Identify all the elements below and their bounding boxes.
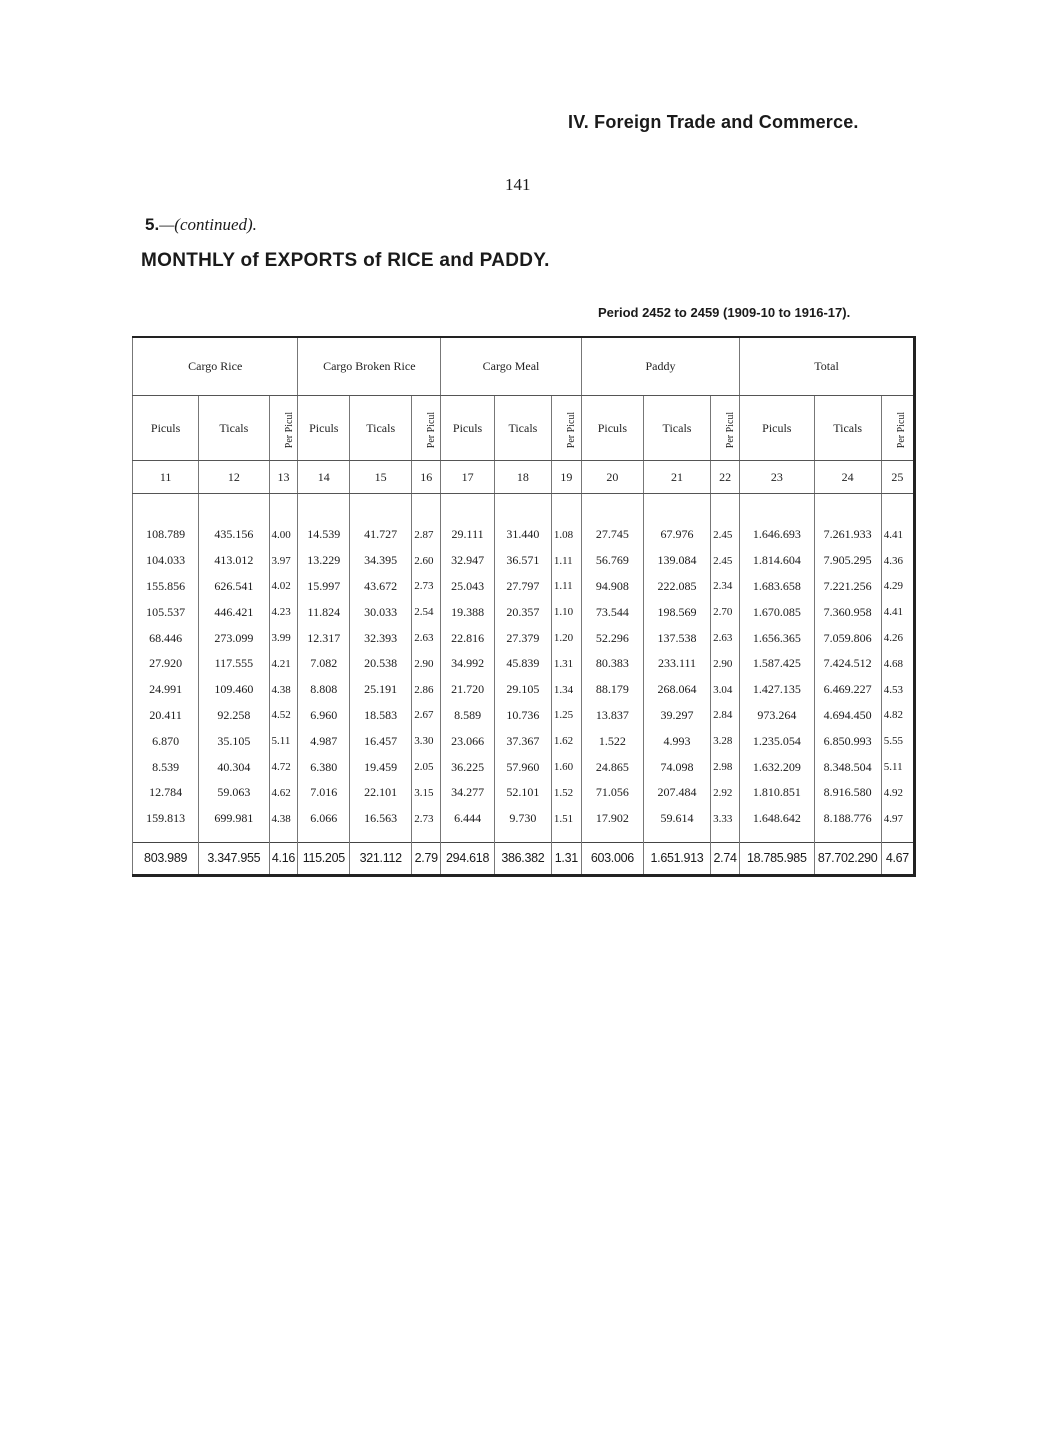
group-header: Cargo Meal: [441, 337, 582, 396]
table-cell: 4.36: [881, 548, 914, 574]
continued-text: —(continued).: [159, 215, 257, 234]
table-cell: 20.538: [350, 651, 412, 677]
table-cell: 22.816: [441, 625, 495, 651]
table-cell: 4.92: [881, 780, 914, 806]
table-row: [133, 728, 915, 754]
table-cell: 24.865: [581, 754, 643, 780]
column-number: 16: [412, 461, 441, 494]
table-cell: 12.317: [298, 625, 350, 651]
table-cell: 4.38: [269, 806, 298, 832]
table-cell: 1.11: [551, 574, 581, 600]
table-row: [133, 522, 915, 548]
table-cell: 29.105: [494, 677, 551, 703]
table-cell: 92.258: [199, 703, 269, 729]
table-cell: 67.976: [643, 522, 710, 548]
table-cell: 4.72: [269, 754, 298, 780]
table-cell: 16.457: [350, 728, 412, 754]
table-cell: 59.614: [643, 806, 710, 832]
table-cell: 94.908: [581, 574, 643, 600]
table-cell: 56.769: [581, 548, 643, 574]
table-row: [133, 677, 915, 703]
table-cell: 32.393: [350, 625, 412, 651]
table-cell: 11.824: [298, 599, 350, 625]
table-cell: 7.905.295: [814, 548, 881, 574]
table-cell: 40.304: [199, 754, 269, 780]
table-cell: 8.348.504: [814, 754, 881, 780]
column-number: 22: [711, 461, 740, 494]
table-cell: 41.727: [350, 522, 412, 548]
table-cell: 7.261.933: [814, 522, 881, 548]
table-cell: 10.736: [494, 703, 551, 729]
table-cell: 6.960: [298, 703, 350, 729]
table-cell: 3.33: [711, 806, 740, 832]
per-picul-label: Per Picul: [566, 411, 578, 448]
table-cell: 35.105: [199, 728, 269, 754]
table-cell: 7.059.806: [814, 625, 881, 651]
table-cell: 4.21: [269, 651, 298, 677]
table-cell: 2.63: [711, 625, 740, 651]
column-number: 13: [269, 461, 298, 494]
table-cell: 1.52: [551, 780, 581, 806]
table-cell: 4.38: [269, 677, 298, 703]
table-cell: 27.797: [494, 574, 551, 600]
table-cell: 1.20: [551, 625, 581, 651]
table-cell: 2.60: [412, 548, 441, 574]
table-cell: 4.82: [881, 703, 914, 729]
table-cell: 1.814.604: [740, 548, 814, 574]
table-cell: 1.587.425: [740, 651, 814, 677]
unit-header: [711, 396, 740, 461]
table-cell: 36.225: [441, 754, 495, 780]
table-cell: 24.991: [133, 677, 199, 703]
total-cell: 18.785.985: [740, 842, 814, 875]
table-cell: 2.98: [711, 754, 740, 780]
table-cell: 4.694.450: [814, 703, 881, 729]
table-row: [133, 703, 915, 729]
table-cell: 74.098: [643, 754, 710, 780]
table-cell: 2.92: [711, 780, 740, 806]
total-cell: 4.16: [269, 842, 298, 875]
unit-header: Ticals: [199, 396, 269, 461]
table-cell: 273.099: [199, 625, 269, 651]
table-cell: 27.745: [581, 522, 643, 548]
spacer-row: [133, 832, 915, 843]
group-header: Cargo Rice: [133, 337, 298, 396]
unit-header: Ticals: [643, 396, 710, 461]
spacer-row: [133, 494, 915, 523]
total-cell: 294.618: [441, 842, 495, 875]
table-cell: 446.421: [199, 599, 269, 625]
table-cell: 36.571: [494, 548, 551, 574]
table-cell: 4.62: [269, 780, 298, 806]
column-number: 23: [740, 461, 814, 494]
table-cell: 1.810.851: [740, 780, 814, 806]
table-cell: 43.672: [350, 574, 412, 600]
total-cell: 115.205: [298, 842, 350, 875]
per-picul-label: Per Picul: [725, 411, 737, 448]
table-cell: 4.29: [881, 574, 914, 600]
unit-header: [269, 396, 298, 461]
per-picul-label: Per Picul: [426, 411, 438, 448]
table-cell: 3.15: [412, 780, 441, 806]
unit-header-row: [133, 396, 915, 461]
table-cell: 6.066: [298, 806, 350, 832]
table-cell: 155.856: [133, 574, 199, 600]
section-title: IV. Foreign Trade and Commerce.: [568, 112, 859, 132]
total-cell: 1.651.913: [643, 842, 710, 875]
total-cell: 2.74: [711, 842, 740, 875]
table-cell: 22.101: [350, 780, 412, 806]
table-cell: 52.296: [581, 625, 643, 651]
total-cell: 1.31: [551, 842, 581, 875]
table-cell: 2.34: [711, 574, 740, 600]
table-cell: 8.589: [441, 703, 495, 729]
total-cell: 2.79: [412, 842, 441, 875]
column-number: 12: [199, 461, 269, 494]
table-cell: 7.360.958: [814, 599, 881, 625]
table-cell: 7.424.512: [814, 651, 881, 677]
table-cell: 1.08: [551, 522, 581, 548]
table-cell: 31.440: [494, 522, 551, 548]
exports-table: [132, 336, 916, 877]
table-cell: 25.191: [350, 677, 412, 703]
table-cell: 6.469.227: [814, 677, 881, 703]
table-cell: 198.569: [643, 599, 710, 625]
table-cell: 30.033: [350, 599, 412, 625]
table-cell: 4.987: [298, 728, 350, 754]
table-cell: 7.082: [298, 651, 350, 677]
total-cell: 803.989: [133, 842, 199, 875]
table-cell: 1.683.658: [740, 574, 814, 600]
table-cell: 27.920: [133, 651, 199, 677]
table-cell: 139.084: [643, 548, 710, 574]
table-cell: 13.229: [298, 548, 350, 574]
column-number: 21: [643, 461, 710, 494]
table-cell: 3.97: [269, 548, 298, 574]
unit-header: [551, 396, 581, 461]
table-cell: 13.837: [581, 703, 643, 729]
table-cell: 1.11: [551, 548, 581, 574]
table-cell: 39.297: [643, 703, 710, 729]
total-cell: 321.112: [350, 842, 412, 875]
table-cell: 4.993: [643, 728, 710, 754]
table-cell: 2.45: [711, 522, 740, 548]
table-cell: 2.70: [711, 599, 740, 625]
table-body: [133, 494, 915, 876]
group-header: Total: [740, 337, 915, 396]
table-cell: 5.11: [881, 754, 914, 780]
table-cell: 4.26: [881, 625, 914, 651]
page-number: 141: [505, 175, 531, 194]
totals-row: [133, 842, 915, 875]
table-cell: 18.583: [350, 703, 412, 729]
table-cell: 1.427.135: [740, 677, 814, 703]
table-cell: 2.73: [412, 806, 441, 832]
table-cell: 88.179: [581, 677, 643, 703]
table-cell: 222.085: [643, 574, 710, 600]
table-cell: 1.62: [551, 728, 581, 754]
table-cell: 435.156: [199, 522, 269, 548]
table-cell: 57.960: [494, 754, 551, 780]
column-number: 17: [441, 461, 495, 494]
table-cell: 25.043: [441, 574, 495, 600]
period-label: Period 2452 to 2459 (1909-10 to 1916-17).: [598, 305, 851, 320]
table-row: [133, 548, 915, 574]
column-number: 20: [581, 461, 643, 494]
column-number: 15: [350, 461, 412, 494]
table-cell: 23.066: [441, 728, 495, 754]
unit-header: Piculs: [740, 396, 814, 461]
table-cell: 2.86: [412, 677, 441, 703]
per-picul-label: Per Picul: [895, 411, 907, 448]
table-cell: 1.51: [551, 806, 581, 832]
group-header: Paddy: [581, 337, 739, 396]
group-header: Cargo Broken Rice: [298, 337, 441, 396]
table-cell: 2.84: [711, 703, 740, 729]
table-cell: 268.064: [643, 677, 710, 703]
table-cell: 4.97: [881, 806, 914, 832]
table-cell: 1.646.693: [740, 522, 814, 548]
table-cell: 4.68: [881, 651, 914, 677]
table-cell: 699.981: [199, 806, 269, 832]
unit-header: Ticals: [350, 396, 412, 461]
table-cell: 71.056: [581, 780, 643, 806]
table-cell: 8.916.580: [814, 780, 881, 806]
table-cell: 34.395: [350, 548, 412, 574]
table-cell: 6.444: [441, 806, 495, 832]
table-cell: 1.10: [551, 599, 581, 625]
table-cell: 1.648.642: [740, 806, 814, 832]
table-cell: 3.99: [269, 625, 298, 651]
table-cell: 2.87: [412, 522, 441, 548]
table-cell: 29.111: [441, 522, 495, 548]
table-cell: 5.55: [881, 728, 914, 754]
table-cell: 973.264: [740, 703, 814, 729]
column-number: 14: [298, 461, 350, 494]
table-cell: 233.111: [643, 651, 710, 677]
unit-header: [881, 396, 914, 461]
column-number: 25: [881, 461, 914, 494]
table-row: [133, 780, 915, 806]
table-cell: 1.656.365: [740, 625, 814, 651]
unit-header: Piculs: [441, 396, 495, 461]
table-cell: 626.541: [199, 574, 269, 600]
table-cell: 1.632.209: [740, 754, 814, 780]
table-cell: 3.30: [412, 728, 441, 754]
table-cell: 108.789: [133, 522, 199, 548]
table-cell: 109.460: [199, 677, 269, 703]
table-cell: 2.54: [412, 599, 441, 625]
table-cell: 1.670.085: [740, 599, 814, 625]
table-cell: 7.016: [298, 780, 350, 806]
table-row: [133, 625, 915, 651]
total-cell: 87.702.290: [814, 842, 881, 875]
table-cell: 105.537: [133, 599, 199, 625]
table-cell: 7.221.256: [814, 574, 881, 600]
table-cell: 45.839: [494, 651, 551, 677]
table-cell: 20.411: [133, 703, 199, 729]
table-number: 5.: [145, 215, 160, 234]
table-cell: 137.538: [643, 625, 710, 651]
table-cell: 6.380: [298, 754, 350, 780]
unit-header: Ticals: [494, 396, 551, 461]
table-cell: 4.52: [269, 703, 298, 729]
table-cell: 52.101: [494, 780, 551, 806]
column-number: 19: [551, 461, 581, 494]
table-cell: 8.539: [133, 754, 199, 780]
group-header-row: [133, 337, 915, 396]
table-cell: 80.383: [581, 651, 643, 677]
main-title: MONTHLY of EXPORTS of RICE and PADDY.: [141, 250, 550, 271]
table-cell: 2.73: [412, 574, 441, 600]
table-cell: 6.870: [133, 728, 199, 754]
table-cell: 37.367: [494, 728, 551, 754]
table-cell: 17.902: [581, 806, 643, 832]
table-cell: 3.04: [711, 677, 740, 703]
table-cell: 1.522: [581, 728, 643, 754]
unit-header: Piculs: [133, 396, 199, 461]
table-cell: 4.53: [881, 677, 914, 703]
continued-label: [145, 215, 257, 235]
table-cell: 2.45: [711, 548, 740, 574]
total-cell: 386.382: [494, 842, 551, 875]
per-picul-label: Per Picul: [283, 411, 295, 448]
total-cell: 603.006: [581, 842, 643, 875]
table-cell: 8.808: [298, 677, 350, 703]
table-row: [133, 806, 915, 832]
table-cell: 34.992: [441, 651, 495, 677]
table-cell: 73.544: [581, 599, 643, 625]
table-cell: 27.379: [494, 625, 551, 651]
table-cell: 4.02: [269, 574, 298, 600]
table-cell: 104.033: [133, 548, 199, 574]
table-row: [133, 651, 915, 677]
table-cell: 1.34: [551, 677, 581, 703]
table-cell: 2.90: [412, 651, 441, 677]
table-cell: 1.235.054: [740, 728, 814, 754]
table-cell: 16.563: [350, 806, 412, 832]
table-cell: 19.459: [350, 754, 412, 780]
column-number-row: [133, 461, 915, 494]
table-cell: 2.90: [711, 651, 740, 677]
table-cell: 21.720: [441, 677, 495, 703]
table-cell: 9.730: [494, 806, 551, 832]
unit-header: Piculs: [298, 396, 350, 461]
table-cell: 12.784: [133, 780, 199, 806]
table-cell: 2.63: [412, 625, 441, 651]
table-cell: 2.05: [412, 754, 441, 780]
table-cell: 59.063: [199, 780, 269, 806]
table-cell: 159.813: [133, 806, 199, 832]
column-number: 11: [133, 461, 199, 494]
table-cell: 20.357: [494, 599, 551, 625]
table-cell: 413.012: [199, 548, 269, 574]
table-cell: 5.11: [269, 728, 298, 754]
table-cell: 4.41: [881, 599, 914, 625]
column-number: 24: [814, 461, 881, 494]
table-row: [133, 574, 915, 600]
table-cell: 1.60: [551, 754, 581, 780]
table-cell: 8.188.776: [814, 806, 881, 832]
total-cell: 4.67: [881, 842, 914, 875]
table-cell: 32.947: [441, 548, 495, 574]
table-cell: 4.41: [881, 522, 914, 548]
table-cell: 15.997: [298, 574, 350, 600]
table-cell: 1.31: [551, 651, 581, 677]
table-row: [133, 599, 915, 625]
table-cell: 14.539: [298, 522, 350, 548]
table-cell: 19.388: [441, 599, 495, 625]
table-cell: 2.67: [412, 703, 441, 729]
table-cell: 117.555: [199, 651, 269, 677]
table-cell: 207.484: [643, 780, 710, 806]
table-cell: 3.28: [711, 728, 740, 754]
column-number: 18: [494, 461, 551, 494]
table-cell: 1.25: [551, 703, 581, 729]
table-cell: 4.23: [269, 599, 298, 625]
table-cell: 68.446: [133, 625, 199, 651]
table-cell: 4.00: [269, 522, 298, 548]
unit-header: Piculs: [581, 396, 643, 461]
unit-header: Ticals: [814, 396, 881, 461]
unit-header: [412, 396, 441, 461]
table-cell: 6.850.993: [814, 728, 881, 754]
table-cell: 34.277: [441, 780, 495, 806]
table-row: [133, 754, 915, 780]
total-cell: 3.347.955: [199, 842, 269, 875]
